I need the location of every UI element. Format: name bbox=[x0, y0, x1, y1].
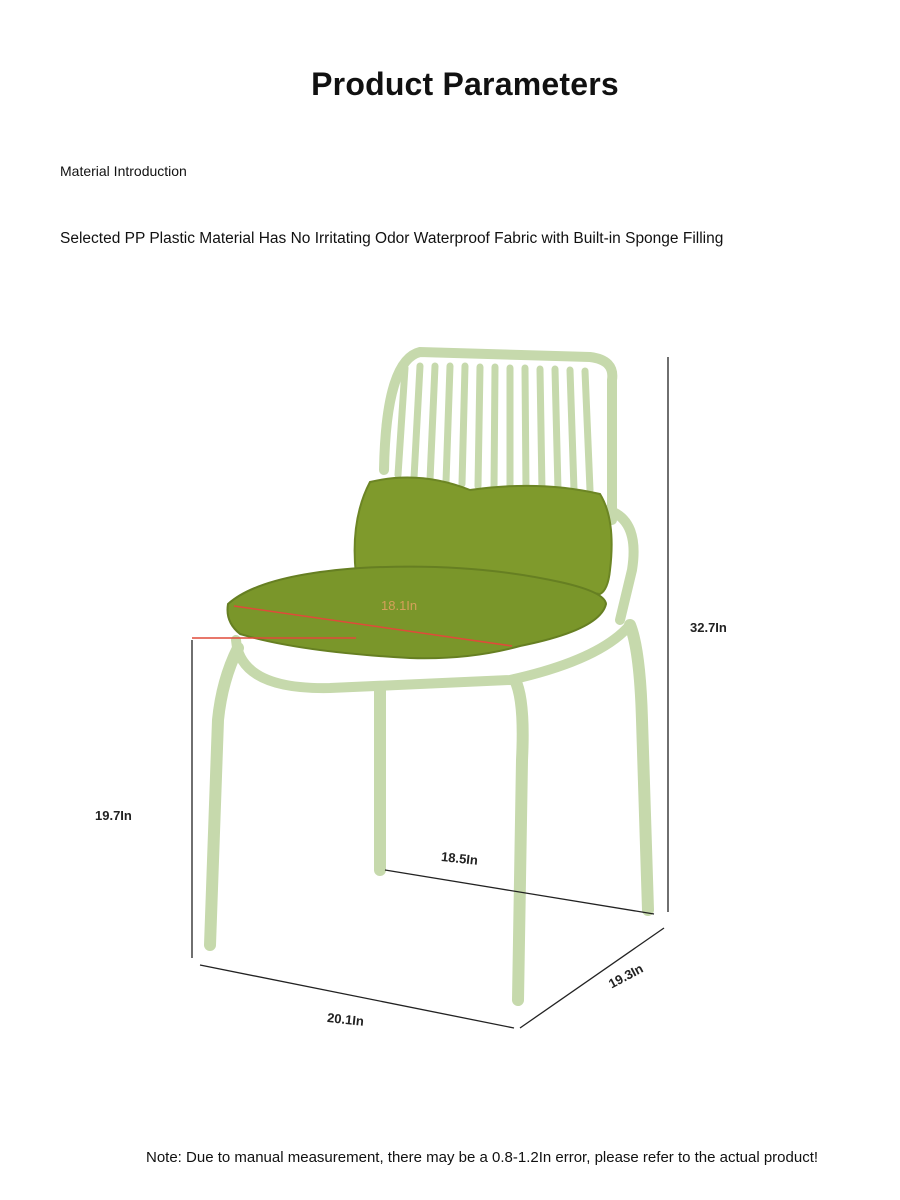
material-section-label: Material Introduction bbox=[60, 163, 187, 179]
seat-width-label: 18.1In bbox=[381, 598, 418, 613]
page-title: Product Parameters bbox=[311, 66, 619, 102]
total-height-label: 32.7In bbox=[690, 620, 727, 635]
inner-depth-label: 18.5In bbox=[440, 849, 479, 868]
chair-side-frame bbox=[608, 510, 634, 620]
measurement-note: Note: Due to manual measurement, there may be a 0.8-1.2In error, please refer to the actual product! bbox=[146, 1149, 819, 1166]
width-label: 20.1In bbox=[326, 1010, 365, 1029]
seat-height-label: 19.7In bbox=[95, 808, 132, 823]
depth-label: 19.3In bbox=[606, 960, 646, 992]
material-description: Selected PP Plastic Material Has No Irritating Odor Waterproof Fabric with Built-in Sponge Filling bbox=[60, 230, 724, 247]
